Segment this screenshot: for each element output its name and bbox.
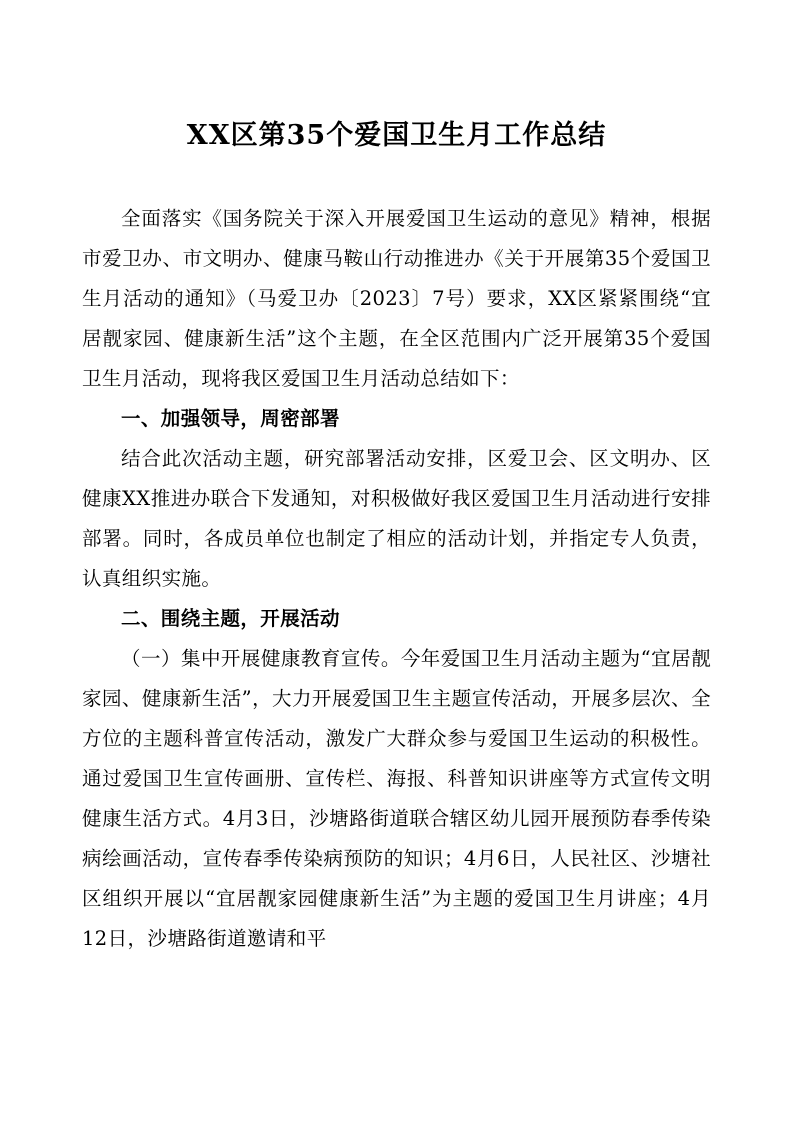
document-body — [82, 199, 711, 959]
page-title: XX区第35个爱国卫生月工作总结 — [186, 120, 607, 151]
section-heading-1: 一、加强领导，周密部署 — [121, 407, 340, 431]
paragraph-1: 全面落实《国务院关于深入开展爱国卫生运动的意见》精神，根据市爱卫办、市文明办、健康马鞍山行动推进办《关于开展第35个爱国卫生月活动的通知》（马爱卫办〔2023〕7号）要求，XX区紧紧围绕“宜居靓家园、健康新生活”这个主题，在全区范围内广泛开展第35个爱国卫生月活动，现将我区爱国卫生月活动总结如下： — [82, 207, 711, 391]
section-heading-2: 二、围绕主题，开展活动 — [121, 607, 340, 631]
paragraph-3: （一）集中开展健康教育宣传。今年爱国卫生月活动主题为“宜居靓家园、健康新生活”，大力开展爱国卫生主题宣传活动，开展多层次、全方位的主题科普宣传活动，激发广大群众参与爱国卫生运动的积极性。通过爱国卫生宣传画册、宣传栏、海报、科普知识讲座等方式宣传文明健康生活方式。4月3日，沙塘路街道联合辖区幼儿园开展预防春季传染病绘画活动，宣传春季传染病预防的知识；4月6日，人民社区、沙塘社区组织开展以“宜居靓家园健康新生活”为主题的爱国卫生月讲座；4月12日，沙塘路街道邀请和平 — [82, 647, 711, 951]
paragraph-2: 结合此次活动主题，研究部署活动安排，区爱卫会、区文明办、区健康XX推进办联合下发通知，对积极做好我区爱国卫生月活动进行安排部署。同时，各成员单位也制定了相应的活动计划，并指定专人负责，认真组织实施。 — [82, 447, 711, 591]
